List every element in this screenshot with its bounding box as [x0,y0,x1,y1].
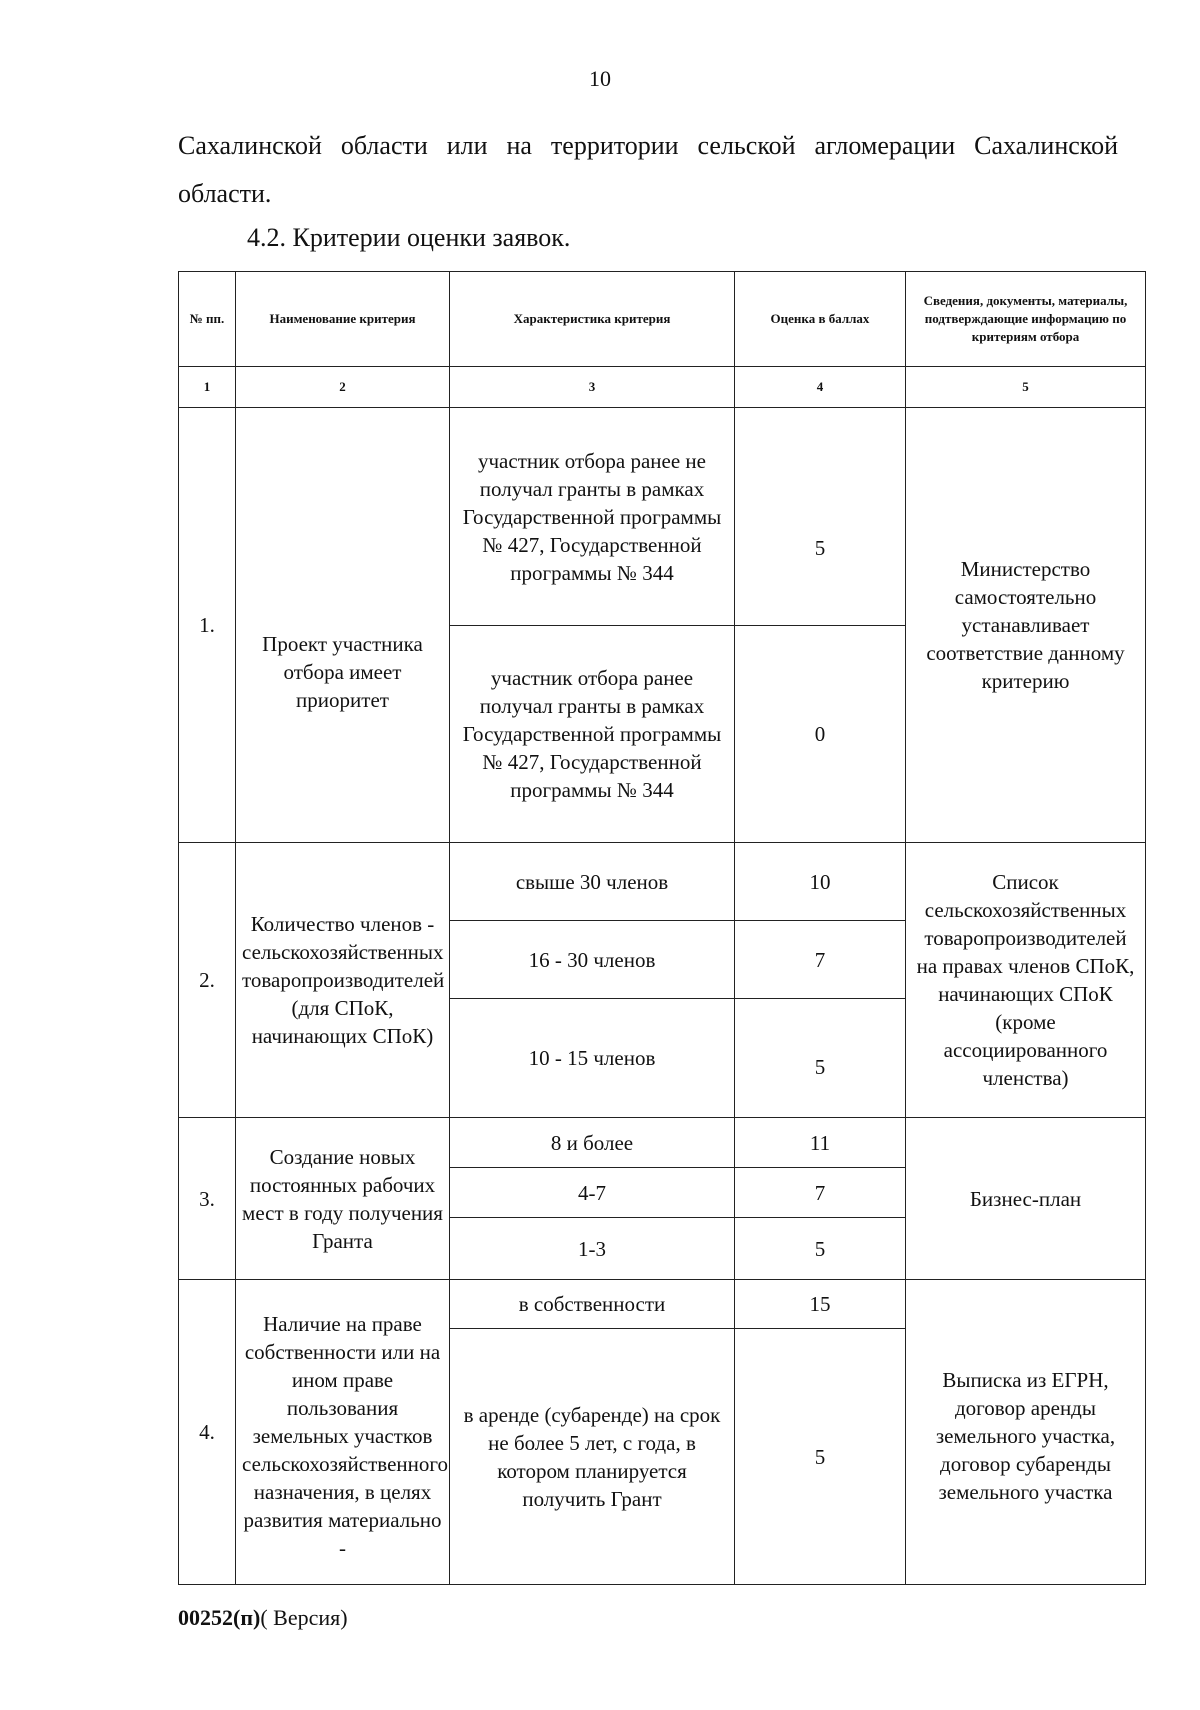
header-source: Сведения, документы, материалы, подтверждающие информацию по критериям отбора [906,272,1146,367]
criterion-score: 0 [735,626,906,843]
row-number: 3. [179,1118,236,1280]
row-number: 2. [179,843,236,1118]
document-code: 00252(п) [178,1605,261,1630]
criterion-score: 15 [735,1280,906,1329]
criterion-score: 11 [735,1118,906,1168]
criterion-score: 5 [735,1218,906,1280]
document-footer [178,1605,348,1631]
table-row [179,843,1146,921]
header-score: Оценка в баллах [735,272,906,367]
header-characteristic: Характеристика критерия [450,272,735,367]
column-number: 4 [735,367,906,408]
header-number: № пп. [179,272,236,367]
criterion-name: Создание новых постоянных рабочих мест в году получения Гранта [236,1118,450,1280]
row-number: 4. [179,1280,236,1585]
criterion-score: 7 [735,1168,906,1218]
intro-paragraph: Сахалинской области или на территории сельской агломерации Сахалинской области. [178,131,1118,208]
column-number: 2 [236,367,450,408]
row-number: 1. [179,408,236,843]
criterion-characteristic: 10 - 15 членов [450,999,735,1118]
criterion-name: Проект участника отбора имеет приоритет [236,408,450,843]
criterion-characteristic: 1-3 [450,1218,735,1280]
header-criterion-name: Наименование критерия [236,272,450,367]
criteria-table [178,271,1146,1585]
criterion-characteristic: 16 - 30 членов [450,921,735,999]
criterion-source: Министерство самостоятельно устанавливает соответствие данному критерию [906,408,1146,843]
column-number: 5 [906,367,1146,408]
criterion-characteristic: 8 и более [450,1118,735,1168]
criterion-source: Бизнес-план [906,1118,1146,1280]
criterion-characteristic: участник отбора ранее получал гранты в рамках Государственной программы № 427, Государственной программы № 344 [450,626,735,843]
criterion-score: 5 [735,1329,906,1585]
column-number-row [179,367,1146,408]
criterion-score: 10 [735,843,906,921]
document-version-label: ( Версия) [260,1605,348,1630]
column-number: 3 [450,367,735,408]
criterion-characteristic: участник отбора ранее не получал гранты в рамках Государственной программы № 427, Государственной программы № 344 [450,408,735,626]
criterion-source: Выписка из ЕГРН, договор аренды земельного участка, договор субаренды земельного участка [906,1280,1146,1585]
table-row [179,1118,1146,1168]
column-number: 1 [179,367,236,408]
criterion-score: 7 [735,921,906,999]
criterion-name: Наличие на праве собственности или на ином праве пользования земельных участков сельскохозяйственного назначения, в целях развития материально - [236,1280,450,1585]
criterion-score: 5 [735,408,906,626]
table-row [179,408,1146,626]
criterion-source: Список сельскохозяйственных товаропроизводителей на правах членов СПоК, начинающих СПоК (кроме ассоциированного членства) [906,843,1146,1118]
criterion-name: Количество членов - сельскохозяйственных товаропроизводителей (для СПоК, начинающих СПоК) [236,843,450,1118]
criterion-score: 5 [735,999,906,1118]
section-heading: 4.2. Критерии оценки заявок. [247,223,571,252]
criterion-characteristic: свыше 30 членов [450,843,735,921]
criterion-characteristic: 4-7 [450,1168,735,1218]
criterion-characteristic: в аренде (субаренде) на срок не более 5 лет, с года, в котором планируется получить Грант [450,1329,735,1585]
header-row [179,272,1146,367]
criterion-characteristic: в собственности [450,1280,735,1329]
table-row [179,1280,1146,1329]
page-number: 10 [589,66,611,91]
